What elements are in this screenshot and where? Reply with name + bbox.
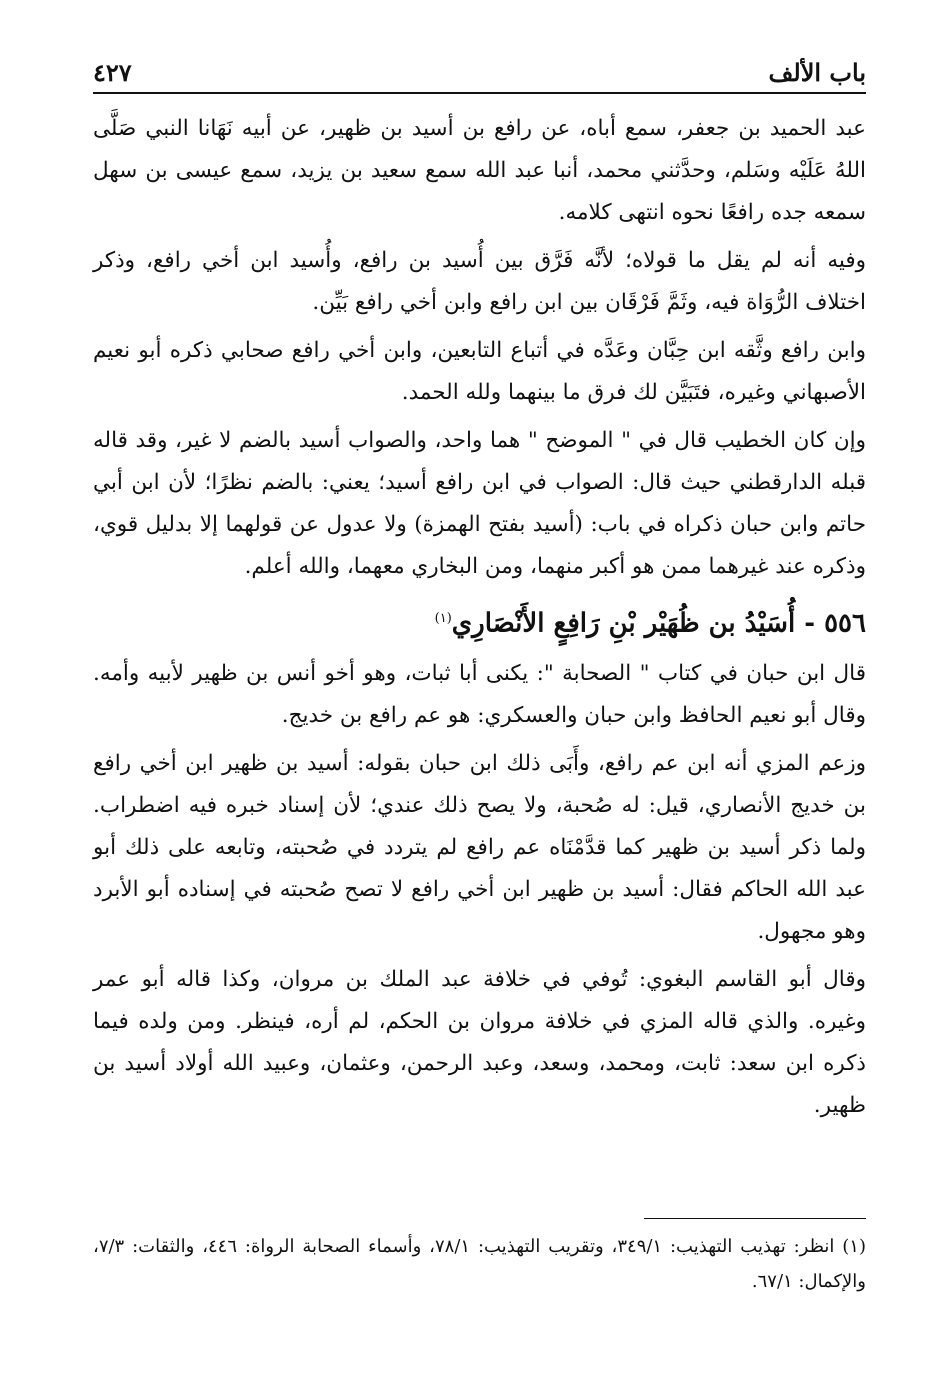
paragraph: وإن كان الخطيب قال في " الموضح " هما واحد، والصواب أسيد بالضم لا غير، وقد قاله قبله الدارقطني حيث قال: الصواب في ابن رافع أسيد؛ يعني: بالضم نظرًا؛ لأن ابن أبي حاتم وابن حبان ذكراه في باب: (أسيد بفتح الهمزة) ولا عدول عن قولهما إلا بدليل قوي، وذكره عند غيرهما ممن هو أكبر منهما، ومن البخاري معهما، والله أعلم.	[93, 428, 866, 579]
footnote-marker: (١)	[434, 611, 452, 626]
page-header	[93, 52, 866, 94]
page-number: ٤٢٧	[93, 58, 132, 87]
paragraph: قال ابن حبان في كتاب " الصحابة ": يكنى أبا ثبات، وهو أخو أنس بن ظهير لأبيه وأمه. وقال أبو نعيم الحافظ وابن حبان والعسكري: هو عم رافع بن خديج.	[93, 660, 866, 728]
entry-heading	[93, 594, 866, 649]
entry-heading-text: ٥٥٦ - أُسَيْدُ بن ظُهَيْر بْنِ رَافِعٍ الأَنْصَارِي	[451, 608, 866, 639]
running-title: باب الألف	[768, 58, 866, 87]
paragraph: وابن رافع وثَّقه ابن حِبَّان وعَدَّه في أتباع التابعين، وابن أخي رافع صحابي ذكره أبو نعيم الأصبهاني وغيره، فتَبَيَّن لك فرق ما بينهما ولله الحمد.	[93, 338, 866, 405]
main-text	[93, 108, 866, 1127]
paragraph: عبد الحميد بن جعفر، سمع أباه، عن رافع بن أسيد بن ظهير، عن أبيه نَهَانا النبي صَلَّى اللهُ عَلَيْه وسَلم، وحدَّثني محمد، أنبا عبد الله سمع سعيد بن يزيد، سمع عيسى بن سهل سمعه جده رافعًا نحوه انتهى كلامه.	[93, 116, 866, 225]
footnotes-section	[93, 1218, 866, 1299]
paragraph: وفيه أنه لم يقل ما قولاه؛ لأنَّه فَرَّق بين أُسيد بن رافع، وأُسيد ابن أخي رافع، وذكر اختلاف الرُّوَاة فيه، وثَمَّ فَرْقَان بين ابن رافع وابن أخي رافع بَيِّن.	[93, 248, 866, 315]
footnote-divider	[644, 1218, 866, 1219]
footnote: (١) انظر: تهذيب التهذيب: ٣٤٩/١، وتقريب التهذيب: ٧٨/١، وأسماء الصحابة الرواة: ٤٤٦، والثقات: ٧/٣، والإكمال: ٦٧/١.	[93, 1236, 866, 1292]
book-page	[93, 52, 866, 1342]
paragraph: وزعم المزي أنه ابن عم رافع، وأَبَى ذلك ابن حبان بقوله: أسيد بن ظهير ابن أخي رافع بن خديج الأنصاري، قيل: له صُحبة، ولا يصح ذلك عندي؛ لأن إسناد خبره فيه اضطراب. ولما ذكر أسيد بن ظهير كما قدَّمْنَاه عم رافع لم يتردد في صُحبته، وتابعه على ذلك أبو عبد الله الحاكم فقال: أسيد بن ظهير ابن أخي رافع لا تصح صُحبته في إسناده أبو الأبرد وهو مجهول.	[93, 750, 866, 944]
paragraph: وقال أبو القاسم البغوي: تُوفي في خلافة عبد الملك بن مروان، وكذا قاله أبو عمر وغيره. والذي قاله المزي في خلافة مروان بن الحكم، لم أره، فينظر. ومن ولده فيما ذكره ابن سعد: ثابت، ومحمد، وسعد، وعبد الرحمن، وعثمان، وعبيد الله أولاد أسيد بن ظهير.	[93, 966, 866, 1118]
